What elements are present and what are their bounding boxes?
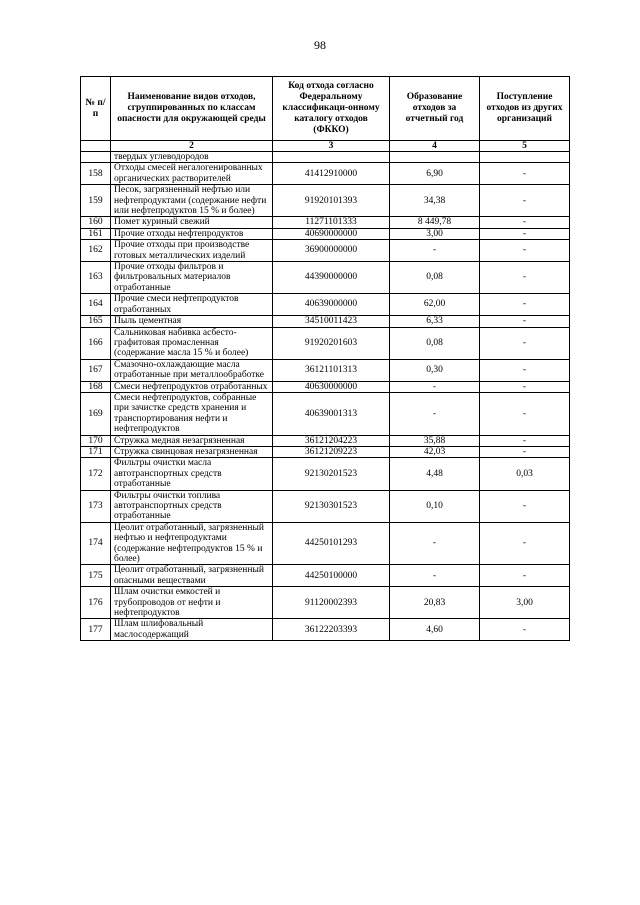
row-number: 177 <box>81 619 111 641</box>
row-number: 175 <box>81 565 111 587</box>
fkko-code: 91920101393 <box>273 185 390 217</box>
received-amount: - <box>480 240 570 262</box>
waste-name: Шлам шлифовальный маслосодержащий <box>111 619 273 641</box>
table-row <box>81 490 570 522</box>
table-row <box>81 327 570 359</box>
fkko-code: 36122203393 <box>273 619 390 641</box>
table-row <box>81 152 570 163</box>
formed-amount: - <box>390 522 480 565</box>
received-amount: 0,03 <box>480 458 570 490</box>
row-number: 169 <box>81 392 111 435</box>
row-number: 161 <box>81 228 111 239</box>
fkko-code: 92130301523 <box>273 490 390 522</box>
fkko-code: 36900000000 <box>273 240 390 262</box>
column-number: 4 <box>390 141 480 152</box>
fkko-code: 40639000000 <box>273 294 390 316</box>
waste-name: Смеси нефтепродуктов отработанных <box>111 381 273 392</box>
formed-amount: 0,30 <box>390 359 480 381</box>
formed-amount: - <box>390 565 480 587</box>
table-row <box>81 359 570 381</box>
fkko-code: 11271101333 <box>273 217 390 228</box>
formed-amount: 3,00 <box>390 228 480 239</box>
formed-amount: 0,08 <box>390 327 480 359</box>
row-number: 164 <box>81 294 111 316</box>
waste-name: Прочие отходы фильтров и фильтровальных материалов отработанные <box>111 262 273 294</box>
fkko-code: 40639001313 <box>273 392 390 435</box>
waste-table <box>80 76 570 641</box>
table-row <box>81 217 570 228</box>
received-amount: - <box>480 294 570 316</box>
received-amount: - <box>480 163 570 185</box>
waste-name: Шлам очистки емкостей и трубопроводов от нефти и нефтепродуктов <box>111 587 273 619</box>
formed-amount: 6,33 <box>390 316 480 327</box>
table-row <box>81 435 570 446</box>
formed-amount: 62,00 <box>390 294 480 316</box>
table-row <box>81 381 570 392</box>
formed-amount: 20,83 <box>390 587 480 619</box>
header-fkko-code: Код отхода согласно Федеральному классификаци-онному каталогу отходов (ФККО) <box>273 77 390 141</box>
fkko-code: 44250101293 <box>273 522 390 565</box>
waste-name: Отходы смесей негалогенированных органических растворителей <box>111 163 273 185</box>
row-number: 159 <box>81 185 111 217</box>
row-number: 174 <box>81 522 111 565</box>
row-number: 167 <box>81 359 111 381</box>
received-amount: - <box>480 522 570 565</box>
row-number: 173 <box>81 490 111 522</box>
formed-amount: - <box>390 240 480 262</box>
column-number <box>81 141 111 152</box>
table-row <box>81 392 570 435</box>
received-amount <box>480 152 570 163</box>
table-row <box>81 619 570 641</box>
waste-name: Прочие смеси нефтепродуктов отработанных <box>111 294 273 316</box>
table-row <box>81 587 570 619</box>
row-number: 162 <box>81 240 111 262</box>
received-amount: - <box>480 381 570 392</box>
received-amount: - <box>480 327 570 359</box>
header-number: № п/п <box>81 77 111 141</box>
formed-amount: 6,90 <box>390 163 480 185</box>
fkko-code: 41412910000 <box>273 163 390 185</box>
waste-name: Стружка свинцовая незагрязненная <box>111 446 273 457</box>
fkko-code: 36121209223 <box>273 446 390 457</box>
formed-amount <box>390 152 480 163</box>
fkko-code: 36121204223 <box>273 435 390 446</box>
waste-name: Прочие отходы при производстве готовых металлических изделий <box>111 240 273 262</box>
received-amount: - <box>480 316 570 327</box>
waste-name: Помет куриный свежий <box>111 217 273 228</box>
fkko-code: 36121101313 <box>273 359 390 381</box>
received-amount: - <box>480 619 570 641</box>
waste-name: Сальниковая набивка асбесто-графитовая промасленная (содержание масла 15 % и более) <box>111 327 273 359</box>
fkko-code: 92130201523 <box>273 458 390 490</box>
row-number: 163 <box>81 262 111 294</box>
formed-amount: 42,03 <box>390 446 480 457</box>
table-row <box>81 163 570 185</box>
table-row <box>81 228 570 239</box>
received-amount: - <box>480 359 570 381</box>
row-number <box>81 152 111 163</box>
received-amount: 3,00 <box>480 587 570 619</box>
fkko-code: 40630000000 <box>273 381 390 392</box>
received-amount: - <box>480 262 570 294</box>
column-number: 2 <box>111 141 273 152</box>
row-number: 165 <box>81 316 111 327</box>
table-header-row <box>81 77 570 141</box>
waste-name: Пыль цементная <box>111 316 273 327</box>
header-received: Поступление отходов из других организаций <box>480 77 570 141</box>
formed-amount: 8 449,78 <box>390 217 480 228</box>
table-row <box>81 262 570 294</box>
waste-name: Смазочно-охлаждающие масла отработанные при металлообработке <box>111 359 273 381</box>
formed-amount: 4,60 <box>390 619 480 641</box>
waste-name: твердых углеводородов <box>111 152 273 163</box>
waste-name: Песок, загрязненный нефтью или нефтепродуктами (содержание нефти или нефтепродуктов 15 % и более) <box>111 185 273 217</box>
fkko-code: 34510011423 <box>273 316 390 327</box>
formed-amount: 35,88 <box>390 435 480 446</box>
column-number: 5 <box>480 141 570 152</box>
received-amount: - <box>480 185 570 217</box>
row-number: 172 <box>81 458 111 490</box>
row-number: 166 <box>81 327 111 359</box>
received-amount: - <box>480 490 570 522</box>
received-amount: - <box>480 446 570 457</box>
waste-name: Фильтры очистки топлива автотранспортных средств отработанные <box>111 490 273 522</box>
column-number-row <box>81 141 570 152</box>
table-row <box>81 446 570 457</box>
waste-name: Стружка медная незагрязненная <box>111 435 273 446</box>
row-number: 176 <box>81 587 111 619</box>
table-row <box>81 240 570 262</box>
formed-amount: 4,48 <box>390 458 480 490</box>
column-number: 3 <box>273 141 390 152</box>
waste-name: Цеолит отработанный, загрязненный опасными веществами <box>111 565 273 587</box>
row-number: 158 <box>81 163 111 185</box>
table-row <box>81 565 570 587</box>
received-amount: - <box>480 228 570 239</box>
row-number: 170 <box>81 435 111 446</box>
table-row <box>81 458 570 490</box>
header-formed: Образование отходов за отчетный год <box>390 77 480 141</box>
received-amount: - <box>480 435 570 446</box>
waste-name: Смеси нефтепродуктов, собранные при зачистке средств хранения и транспортирования нефти и нефтепродуктов <box>111 392 273 435</box>
table-row <box>81 316 570 327</box>
row-number: 168 <box>81 381 111 392</box>
page-number: 98 <box>314 38 326 52</box>
formed-amount: 34,38 <box>390 185 480 217</box>
row-number: 160 <box>81 217 111 228</box>
formed-amount: 0,08 <box>390 262 480 294</box>
fkko-code <box>273 152 390 163</box>
waste-name: Фильтры очистки масла автотранспортных средств отработанные <box>111 458 273 490</box>
formed-amount: 0,10 <box>390 490 480 522</box>
fkko-code: 44250100000 <box>273 565 390 587</box>
fkko-code: 44390000000 <box>273 262 390 294</box>
header-waste-name: Наименование видов отходов, сгруппированных по классам опасности для окружающей среды <box>111 77 273 141</box>
waste-name: Прочие отходы нефтепродуктов <box>111 228 273 239</box>
formed-amount: - <box>390 392 480 435</box>
received-amount: - <box>480 217 570 228</box>
table-row <box>81 294 570 316</box>
received-amount: - <box>480 392 570 435</box>
row-number: 171 <box>81 446 111 457</box>
fkko-code: 91920201603 <box>273 327 390 359</box>
fkko-code: 91120002393 <box>273 587 390 619</box>
formed-amount: - <box>390 381 480 392</box>
received-amount: - <box>480 565 570 587</box>
table-row <box>81 522 570 565</box>
table-body <box>81 152 570 641</box>
table-row <box>81 185 570 217</box>
fkko-code: 40690000000 <box>273 228 390 239</box>
waste-name: Цеолит отработанный, загрязненный нефтью и нефтепродуктами (содержание нефтепродуктов 15 % и более) <box>111 522 273 565</box>
